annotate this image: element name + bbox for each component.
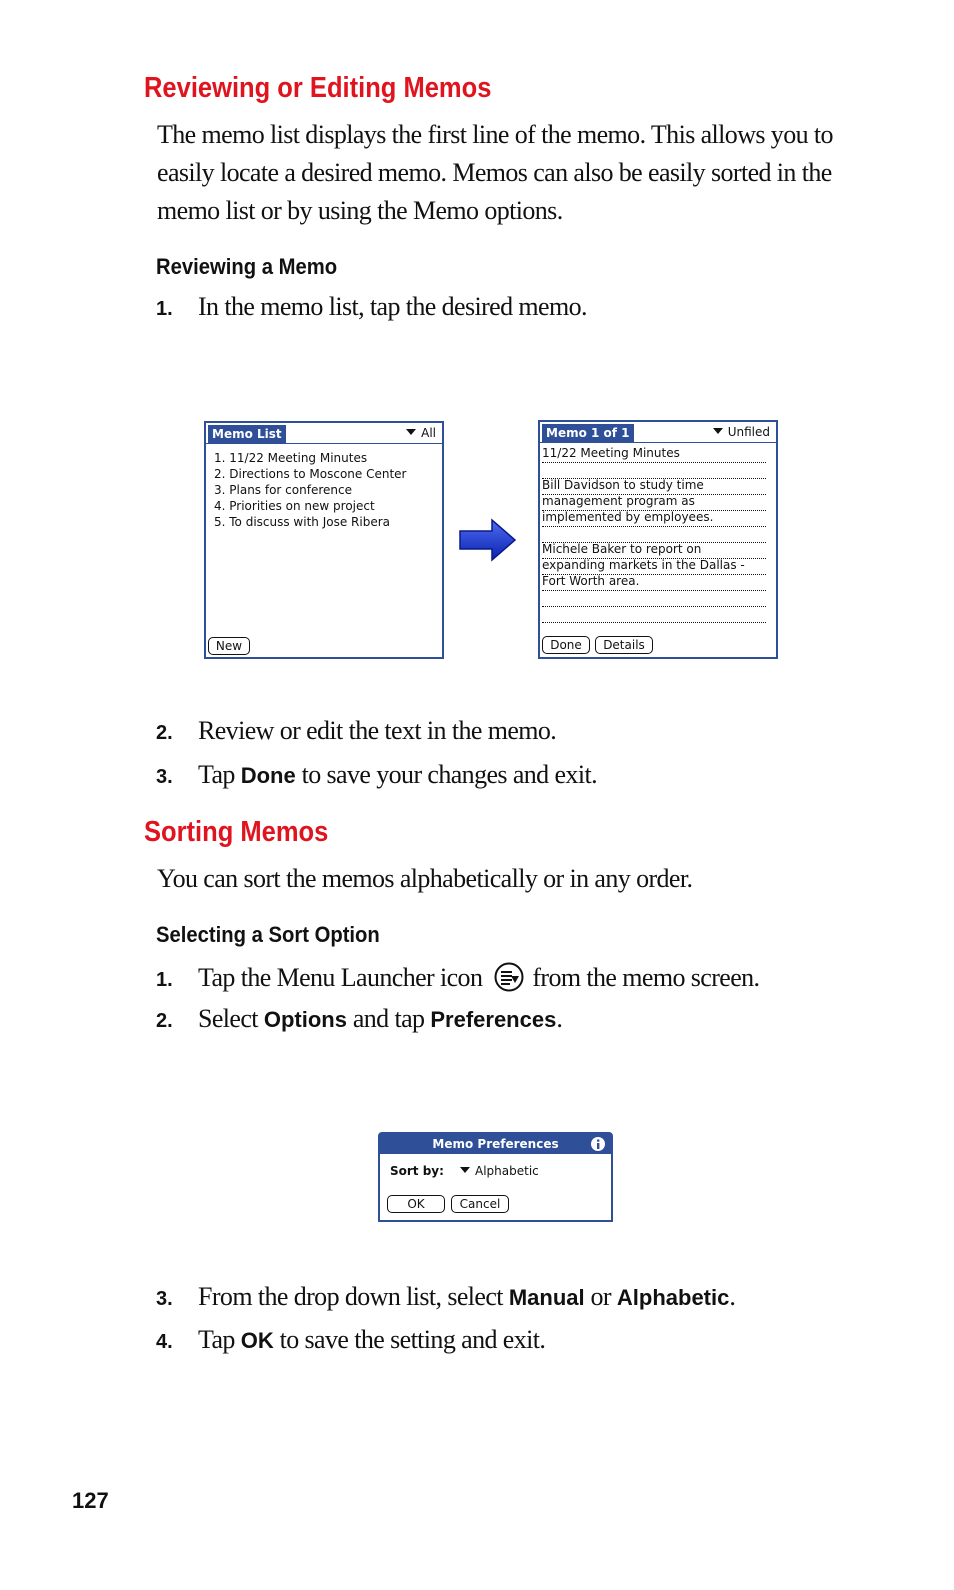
step-text: from the memo screen. — [532, 963, 760, 992]
step-text: and tap — [346, 1004, 431, 1033]
memo-detail-screen — [538, 420, 778, 659]
dropdown-triangle-icon — [713, 428, 723, 434]
memo-text-line[interactable]: Michele Baker to report on — [542, 542, 766, 559]
step-text: to save your changes and exit. — [295, 760, 597, 789]
memo-preferences-dialog — [378, 1132, 613, 1222]
subheading-sort-option: Selecting a Sort Option — [156, 922, 380, 947]
memo-list-item[interactable]: 4. Priorities on new project — [214, 499, 375, 513]
done-button[interactable]: Done — [542, 636, 590, 654]
step-3-reviewing — [156, 762, 597, 788]
step-text: . — [729, 1282, 736, 1311]
step-1-sorting — [156, 962, 759, 992]
step-number: 4. — [156, 1331, 173, 1353]
memo-text-line[interactable] — [542, 606, 766, 623]
section-intro-sorting: You can sort the memos alphabetically or in any order. — [157, 864, 693, 893]
dropdown-triangle-icon — [460, 1167, 470, 1173]
step-3-sorting — [156, 1284, 735, 1310]
step-number: 1. — [156, 298, 173, 320]
step-text: or — [584, 1282, 617, 1311]
step-4-sorting — [156, 1327, 545, 1353]
category-value: Unfiled — [727, 425, 770, 439]
step-text: Tap the Menu Launcher icon — [198, 963, 483, 992]
info-icon[interactable] — [590, 1136, 606, 1152]
category-dropdown[interactable] — [406, 426, 436, 440]
memo-text-line[interactable]: expanding markets in the Dallas - — [542, 558, 766, 575]
memo-list-item[interactable]: 2. Directions to Moscone Center — [214, 467, 407, 481]
step-number: 2. — [156, 722, 173, 744]
memo-list-screen — [204, 421, 444, 659]
memo-text-line[interactable] — [542, 590, 766, 607]
memo-text-line[interactable] — [542, 526, 766, 543]
done-keyword: Done — [240, 763, 296, 788]
ok-button[interactable]: OK — [387, 1195, 445, 1213]
sort-by-value: Alphabetic — [475, 1164, 539, 1178]
sort-by-label: Sort by: — [390, 1164, 444, 1178]
title-underline — [206, 443, 442, 444]
step-text: Review or edit the text in the memo. — [198, 716, 557, 745]
step-2-sorting — [156, 1006, 562, 1032]
dropdown-triangle-icon — [406, 429, 416, 435]
step-text: Tap — [198, 1325, 241, 1354]
ok-keyword: OK — [240, 1328, 274, 1353]
memo-list-item[interactable]: 5. To discuss with Jose Ribera — [214, 515, 390, 529]
memo-text-line[interactable]: Fort Worth area. — [542, 574, 766, 591]
step-text: From the drop down list, select — [198, 1282, 509, 1311]
subheading-reviewing-memo: Reviewing a Memo — [156, 254, 338, 279]
category-value: All — [421, 426, 436, 440]
cancel-button[interactable]: Cancel — [451, 1195, 509, 1213]
step-text: . — [556, 1004, 563, 1033]
preferences-keyword: Preferences — [430, 1007, 557, 1032]
memo-text-line[interactable]: implemented by employees. — [542, 510, 766, 527]
step-1-reviewing — [156, 294, 587, 320]
right-arrow-icon — [458, 517, 518, 563]
memo-list-title: Memo List — [208, 425, 286, 443]
memo-text-line[interactable] — [542, 462, 766, 479]
new-button[interactable]: New — [208, 637, 250, 655]
memo-list-item[interactable]: 1. 11/22 Meeting Minutes — [214, 451, 368, 465]
section-heading-sorting: Sorting Memos — [144, 816, 329, 848]
memo-text-line[interactable]: Bill Davidson to study time — [542, 478, 766, 495]
section-intro-reviewing: The memo list displays the first line of the memo. This allows you to easily locate a desired memo. Memos can also be easily sorted in the memo list or by using the Memo options. — [157, 120, 833, 225]
step-text: Tap — [198, 760, 241, 789]
step-text: In the memo list, tap the desired memo. — [198, 292, 587, 321]
dialog-title: Memo Preferences — [380, 1134, 611, 1154]
manual-keyword: Manual — [508, 1285, 585, 1310]
step-text: to save the setting and exit. — [273, 1325, 546, 1354]
alphabetic-keyword: Alphabetic — [616, 1285, 730, 1310]
category-dropdown[interactable] — [713, 425, 770, 439]
step-number: 3. — [156, 766, 173, 788]
sort-by-dropdown[interactable] — [460, 1164, 539, 1178]
title-underline — [540, 442, 776, 443]
step-number: 3. — [156, 1288, 173, 1310]
memo-detail-title: Memo 1 of 1 — [542, 424, 634, 442]
memo-text-line[interactable]: management program as — [542, 494, 766, 511]
menu-launcher-icon — [494, 962, 524, 992]
memo-list-item[interactable]: 3. Plans for conference — [214, 483, 352, 497]
step-number: 2. — [156, 1010, 173, 1032]
options-keyword: Options — [263, 1007, 347, 1032]
step-2-reviewing — [156, 718, 556, 744]
section-heading-reviewing: Reviewing or Editing Memos — [144, 72, 492, 104]
details-button[interactable]: Details — [595, 636, 653, 654]
step-number: 1. — [156, 969, 173, 991]
memo-text-line[interactable]: 11/22 Meeting Minutes — [542, 446, 766, 463]
page-number: 127 — [72, 1488, 109, 1513]
step-text: Select — [198, 1004, 264, 1033]
